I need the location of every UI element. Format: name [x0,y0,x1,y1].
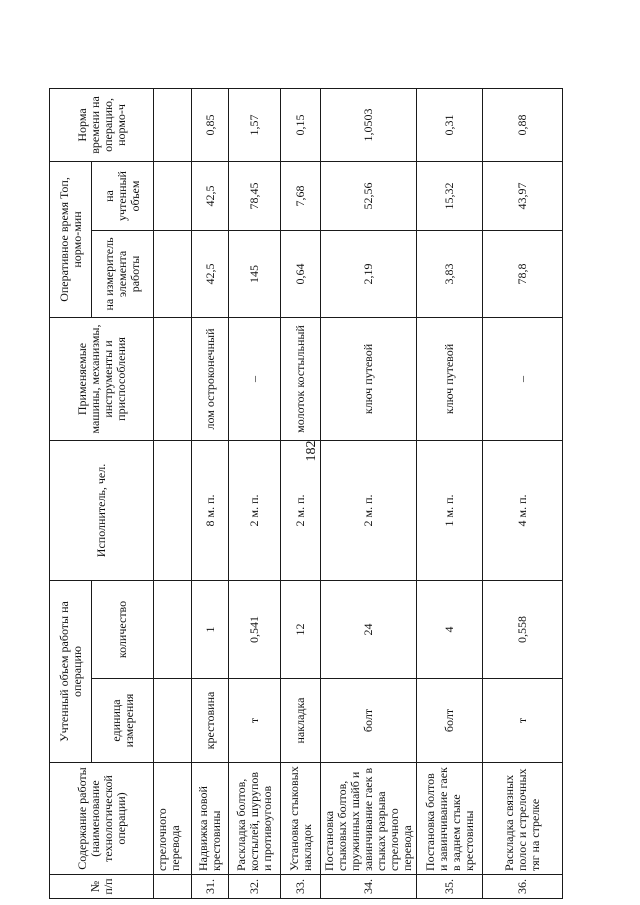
cell-unit: крестовина [192,679,229,763]
cell-num: 34. [321,875,417,899]
cell-quantity: 1 [192,580,229,678]
cell-num: 31. [192,875,229,899]
cell-per-volume: 43,97 [483,161,563,230]
cell-empty [154,679,192,763]
table-row [192,88,229,898]
cell-per-volume: 78,45 [229,161,281,230]
cell-quantity: 0,541 [229,580,281,678]
cell-content: Постановка болтов и завинчивание гаек в заднем стыке крестовины [417,763,483,875]
cell-num: 32. [229,875,281,899]
norms-table [49,88,563,899]
cell-num: 35. [417,875,483,899]
cell-quantity: 0,558 [483,580,563,678]
cell-num: 33. [281,875,321,899]
cell-executor: 8 м. п. [192,440,229,580]
cell-norm: 0,31 [417,88,483,161]
table-row [229,88,281,898]
table-row-continuation [154,88,192,898]
cell-empty [154,88,192,161]
header-per-volume: на учтенный объем [92,161,154,230]
cell-unit: т [229,679,281,763]
cell-content: Надвижка новой крестовины [192,763,229,875]
cell-norm: 0,85 [192,88,229,161]
header-num: № п/п [50,875,154,899]
header-optime-group: Оперативное время Топ, нормо-мин [50,161,92,317]
header-norm: Норма времени на операцию, нормо-ч [50,88,154,161]
header-content: Содержание работы (наименование технологической операции) [50,763,154,875]
cell-tool: – [483,317,563,440]
cell-executor: 1 м. п. [417,440,483,580]
rotated-table-container [49,89,558,899]
cell-norm: 0,88 [483,88,563,161]
table-row [417,88,483,898]
header-volume-group: Учтенный объем работы на операцию [50,580,92,762]
cell-unit: т [483,679,563,763]
cell-empty [154,440,192,580]
cell-num: 36. [483,875,563,899]
cell-per-unit: 78,8 [483,230,563,317]
header-per-unit: на измеритель элемента работы [92,230,154,317]
cell-per-volume: 42,5 [192,161,229,230]
cell-empty [154,230,192,317]
cell-per-volume: 7,68 [281,161,321,230]
cell-tool: ключ путевой [321,317,417,440]
header-machines: Применяемые машины, механизмы, инструменты и приспособления [50,317,154,440]
table-row [321,88,417,898]
cell-quantity: 24 [321,580,417,678]
table-row [483,88,563,898]
cell-empty [154,317,192,440]
cell-tool: лом остроконечный [192,317,229,440]
cell-per-unit: 0,64 [281,230,321,317]
cell-executor: 2 м. п. [321,440,417,580]
cell-quantity: 4 [417,580,483,678]
cell-per-volume: 52,56 [321,161,417,230]
cell-continuation: стрелочного перевода [154,763,192,875]
cell-content: Установка стыковых накладок [281,763,321,875]
cell-per-unit: 3,83 [417,230,483,317]
cell-content: Раскладка болтов, костылей, шурупов и противоугонов [229,763,281,875]
cell-empty [154,161,192,230]
cell-per-unit: 42,5 [192,230,229,317]
header-unit: единица измерения [92,679,154,763]
cell-content: Постановка стыковых болтов, пружинных шайб и завинчивание гаек в стыках разрыва стрелочного перевода [321,763,417,875]
cell-content: Раскладка связных полос и стрелочных тяг на стрелке [483,763,563,875]
cell-empty [154,875,192,899]
cell-unit: накладка [281,679,321,763]
cell-tool: – [229,317,281,440]
table-row [281,88,321,898]
page-number: 182 [304,440,319,462]
cell-executor: 2 м. п. [281,440,321,580]
cell-executor: 2 м. п. [229,440,281,580]
cell-per-unit: 145 [229,230,281,317]
cell-tool: ключ путевой [417,317,483,440]
cell-norm: 0,15 [281,88,321,161]
cell-unit: болт [321,679,417,763]
header-quantity: количество [92,580,154,678]
cell-norm: 1,0503 [321,88,417,161]
header-executor: Исполнитель, чел. [50,440,154,580]
cell-unit: болт [417,679,483,763]
cell-per-unit: 2,19 [321,230,417,317]
cell-empty [154,580,192,678]
cell-executor: 4 м. п. [483,440,563,580]
cell-per-volume: 15,32 [417,161,483,230]
cell-norm: 1,57 [229,88,281,161]
cell-quantity: 12 [281,580,321,678]
cell-tool: молоток костыльный [281,317,321,440]
